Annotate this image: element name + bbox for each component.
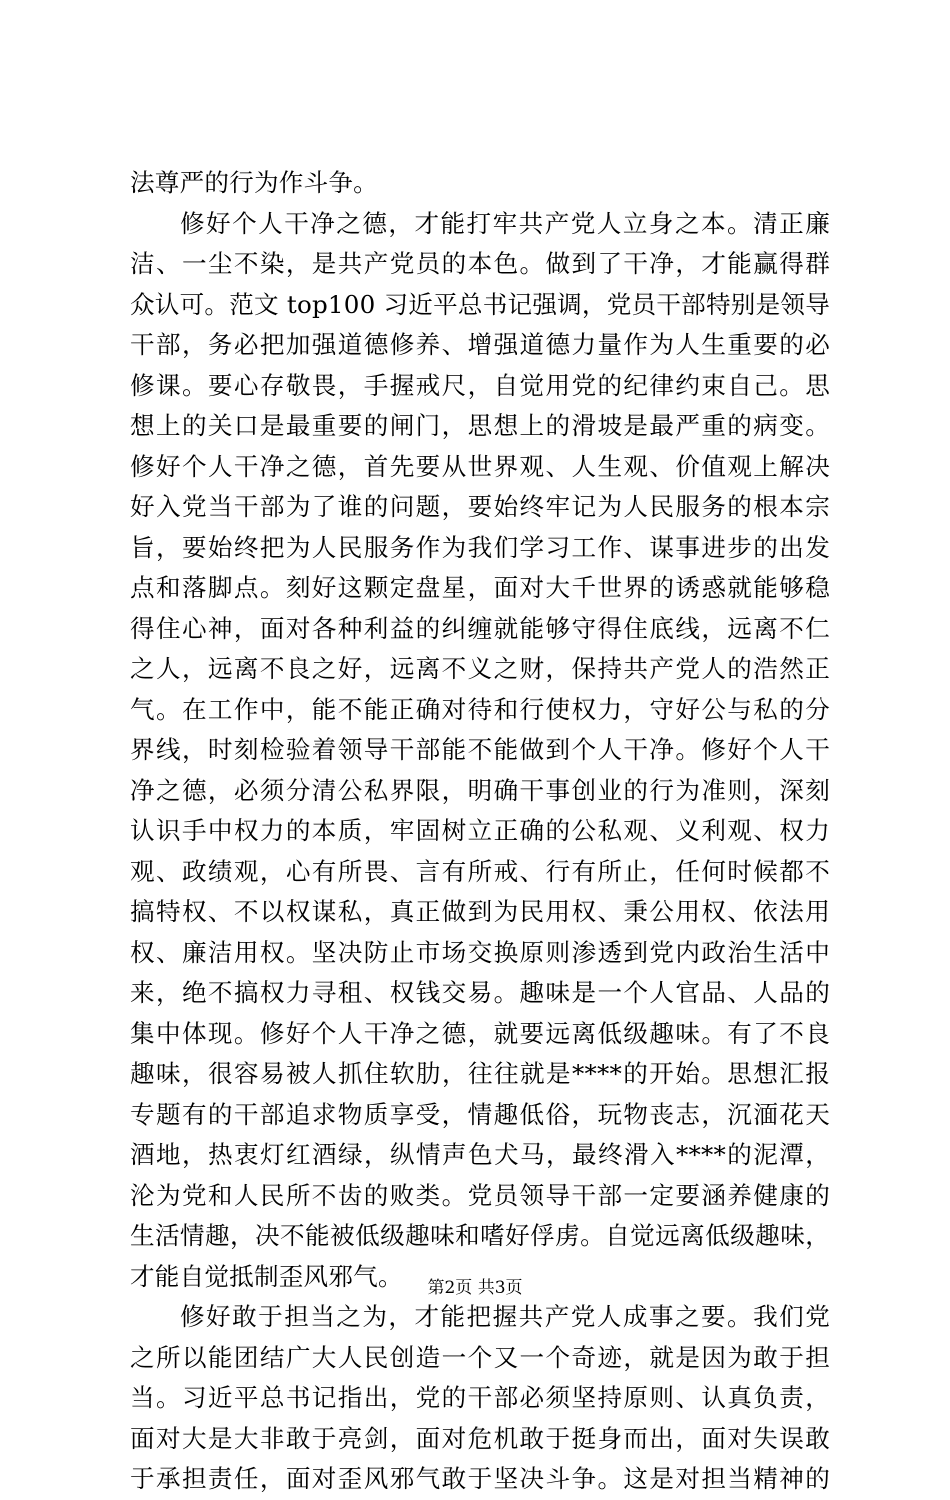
text-line: 点和落脚点。刻好这颗定盘星，面对大千世界的诱惑就能够稳 (130, 573, 830, 602)
text-line: 认识手中权力的本质，牢固树立正确的公私观、义利观、权力 (130, 816, 830, 845)
text-line: 于承担责任，面对歪风邪气敢于坚决斗争。这是对担当精神的 (130, 1464, 830, 1493)
text-line: 专题有的干部追求物质享受，情趣低俗，玩物丧志，沉湎花天 (130, 1099, 830, 1129)
text-line: 权、廉洁用权。坚决防止市场交换原则渗透到党内政治生活中 (130, 937, 830, 967)
body-text (130, 163, 830, 1500)
text-line: 集中体现。修好个人干净之德，就要远离低级趣味。有了不良 (130, 1018, 830, 1048)
paragraph-first-line: 修好敢于担当之为，才能把握共产党人成事之要。我们党 (180, 1302, 830, 1331)
page-number-footer: 第2页 共3页 (427, 1278, 523, 1298)
text-line: 观、政绩观，心有所畏、言有所戒、行有所止，任何时候都不 (130, 856, 830, 886)
text-line: 修课。要心存敬畏，手握戒尺，自觉用党的纪律约束自己。思 (130, 370, 830, 400)
text-line: 生活情趣，决不能被低级趣味和嗜好俘虏。自觉远离低级趣味， (130, 1221, 830, 1250)
text-line: 修好个人干净之德，首先要从世界观、人生观、价值观上解决 (130, 451, 830, 481)
text-line: 沦为党和人民所不齿的败类。党员领导干部一定要涵养健康的 (130, 1180, 830, 1210)
text-line: 之人，远离不良之好，远离不义之财，保持共产党人的浩然正 (130, 654, 830, 683)
text-line: 干部，务必把加强道德修养、增强道德力量作为人生重要的必 (130, 330, 830, 359)
text-line: 洁、一尘不染，是共产党员的本色。做到了干净，才能赢得群 (130, 249, 830, 278)
text-line: 搞特权、不以权谋私，真正做到为民用权、秉公用权、依法用 (130, 897, 830, 926)
text-line: 趣味，很容易被人抓住软肋，往往就是****的开始。思想汇报 (130, 1059, 830, 1088)
text-line: 界线，时刻检验着领导干部能不能做到个人干净。修好个人干 (130, 735, 830, 764)
paragraph-first-line: 修好个人干净之德，才能打牢共产党人立身之本。清正廉 (180, 208, 830, 238)
text-line: 来，绝不搞权力寻租、权钱交易。趣味是一个人官品、人品的 (130, 978, 830, 1007)
text-line: 众认可。范文 top100 习近平总书记强调，党员干部特别是领导 (130, 289, 830, 319)
text-line: 才能自觉抵制歪风邪气。 (130, 1261, 403, 1291)
text-line: 酒地，热衷灯红酒绿，纵情声色犬马，最终滑入****的泥潭， (130, 1140, 830, 1169)
text-line: 想上的关口是最重要的闸门，思想上的滑坡是最严重的病变。 (130, 411, 830, 440)
text-line: 旨，要始终把为人民服务作为我们学习工作、谋事进步的出发 (130, 532, 830, 562)
text-line: 当。习近平总书记指出，党的干部必须坚持原则、认真负责， (130, 1383, 830, 1412)
text-line: 法尊严的行为作斗争。 (130, 168, 378, 197)
text-line: 面对大是大非敢于亮剑，面对危机敢于挺身而出，面对失误敢 (130, 1423, 830, 1453)
text-line: 好入党当干部为了谁的问题，要始终牢记为人民服务的根本宗 (130, 492, 830, 521)
text-line: 得住心神，面对各种利益的纠缠就能够守得住底线，远离不仁 (130, 613, 830, 643)
text-line: 净之德，必须分清公私界限，明确干事创业的行为准则，深刻 (130, 775, 830, 805)
text-line: 气。在工作中，能不能正确对待和行使权力，守好公与私的分 (130, 694, 830, 724)
text-line: 之所以能团结广大人民创造一个又一个奇迹，就是因为敢于担 (130, 1342, 830, 1372)
